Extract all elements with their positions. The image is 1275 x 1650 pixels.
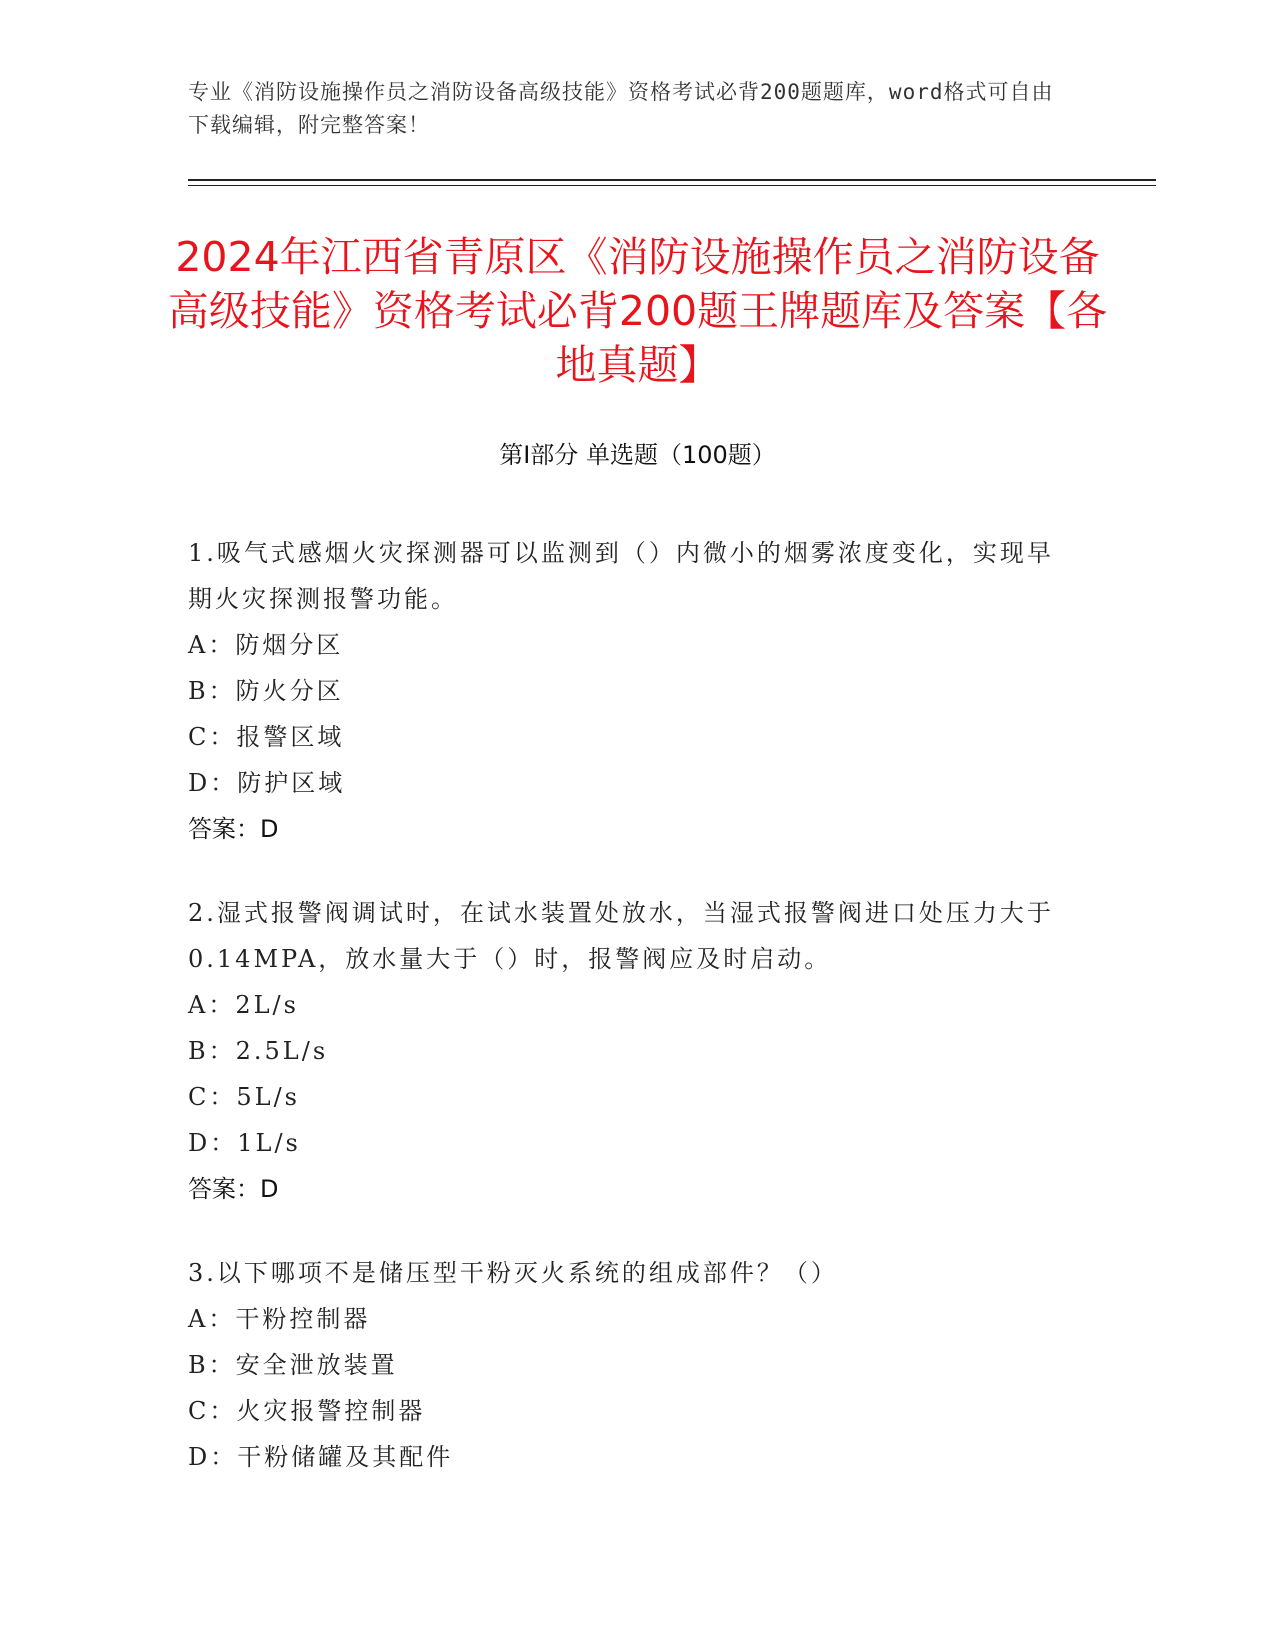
option-d: D：1L/s [188, 1129, 301, 1157]
question-stem: 2.湿式报警阀调试时，在试水装置处放水，当湿式报警阀进口处压力大于0.14MPA，放水量大于（）时，报警阀应及时启动。 [188, 899, 1054, 973]
question-1 [188, 530, 1068, 852]
option-c: C：报警区域 [188, 723, 345, 751]
option-a: A：干粉控制器 [188, 1305, 371, 1333]
answer: 答案：D [188, 815, 279, 843]
header-divider [188, 179, 1156, 181]
option-b: B：2.5L/s [188, 1037, 329, 1065]
answer: 答案：D [188, 1175, 279, 1203]
option-b: B：安全泄放装置 [188, 1351, 398, 1379]
option-c: C：火灾报警控制器 [188, 1397, 426, 1425]
document-title: 2024年江西省青原区《消防设施操作员之消防设备高级技能》资格考试必背200题王牌题库及答案【各地真题】 [167, 233, 1108, 389]
option-a: A：2L/s [188, 991, 299, 1019]
option-a: A：防烟分区 [188, 631, 344, 659]
section-title: 第I部分 单选题（100题） [499, 441, 776, 469]
option-b: B：防火分区 [188, 677, 344, 705]
question-2 [188, 890, 1068, 1212]
option-c: C：5L/s [188, 1083, 300, 1111]
option-d: D：防护区域 [188, 769, 346, 797]
header-note: 专业《消防设施操作员之消防设备高级技能》资格考试必背200题题库，word格式可自由下载编辑，附完整答案！ [188, 80, 1054, 137]
question-stem: 1.吸气式感烟火灾探测器可以监测到（）内微小的烟雾浓度变化，实现早期火灾探测报警功能。 [188, 539, 1054, 613]
question-3 [188, 1250, 1068, 1480]
header-divider-thin [188, 185, 1156, 186]
question-list [188, 530, 1068, 1518]
option-d: D：干粉储罐及其配件 [188, 1443, 454, 1471]
question-stem: 3.以下哪项不是储压型干粉灭火系统的组成部件？（） [188, 1259, 838, 1287]
